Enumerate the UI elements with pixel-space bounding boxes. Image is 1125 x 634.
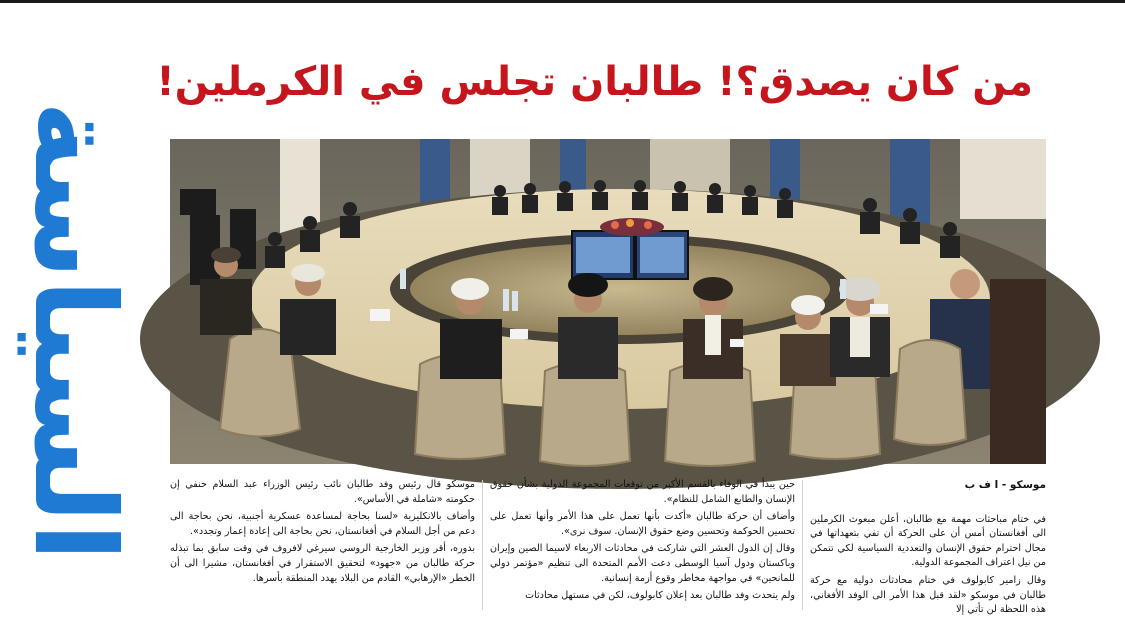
article-dateline: موسكو - ا ف ب bbox=[964, 479, 1046, 491]
conference-photo bbox=[170, 139, 1046, 464]
column-rule bbox=[482, 480, 483, 610]
article-column-2 bbox=[490, 478, 795, 618]
paragraph: وقال إن الدول العشر التي شاركت في محادثات الاربعاء لاسيما الصين وإيران وباكستان ودول آسيا الوسطى دعت الأمم المتحدة الى تنظيم «مؤتمر دولي للمانحين» في مواجهة مخاطر وقوع أزمة إنسانية. bbox=[490, 543, 795, 584]
paragraph: وأضاف أن حركة طالبان «أكدت بأنها تعمل على هذا الأمر وأنها تعمل على تحسين الحوكمة وتحسين وضع حقوق الإنسان. سوف نرى». bbox=[490, 511, 795, 537]
paragraph: وقال زامير كابولوف في ختام محادثات دولية مع حركة طالبان في موسكو «لقد قبل هذا الأمر الى الوفد الأفغاني، هذه اللحظة لن تأتي إلا bbox=[810, 574, 1046, 616]
paragraph: موسكو قال رئيس وفد طالبان نائب رئيس الوزراء عبد السلام حنفي إن حكومته «شاملة في الأساس». bbox=[170, 479, 475, 505]
paragraph: في ختام مباحثات مهمة مع طالبان، أعلن مبعوث الكرملين الى أفغانستان أمس أن على الحركة أن تفي بتعهداتها في مجال احترام حقوق الإنسان والتعددية السياسية لكي تتمكن من نيل اعتراف المجموعة الدولية. bbox=[810, 513, 1046, 569]
article-headline: من كان يصدق؟! طالبان تجلس في الكرملين! bbox=[156, 59, 1033, 105]
paragraph: ولم يتحدث وفد طالبان بعد إعلان كابولوف، لكن في مستهل محادثات bbox=[525, 590, 795, 602]
article-column-3 bbox=[170, 478, 475, 618]
top-rule bbox=[0, 0, 1125, 3]
article-column-1 bbox=[810, 478, 1046, 618]
column-rule bbox=[802, 480, 803, 610]
paragraph: حين يبدأ في الوفاء بالقسم الأكبر من توقعات المجموعة الدولية بشأن حقوق الإنسان والطابع الشامل للنظام». bbox=[490, 479, 795, 505]
paragraph: بدوره، أقر وزير الخارجية الروسي سيرغي لافروف في وقت سابق بما تبذله حركة طالبان من «جهود» لتحقيق الاستقرار في أفغانستان، مشيرا الى أن الخطر «الإرهابي» القادم من البلاد يهدد المنطقة بأسرها. bbox=[170, 543, 475, 584]
paragraph: وأضاف بالانكليزية «لسنا بحاجة لمساعدة عسكرية أجنبية، نحن بحاجة الى دعم من أجل السلام في أفغانستان، نحن بحاجة الى إعادة إعمار وتجدد». bbox=[170, 511, 475, 537]
newspaper-masthead: السياسة bbox=[9, 100, 139, 562]
